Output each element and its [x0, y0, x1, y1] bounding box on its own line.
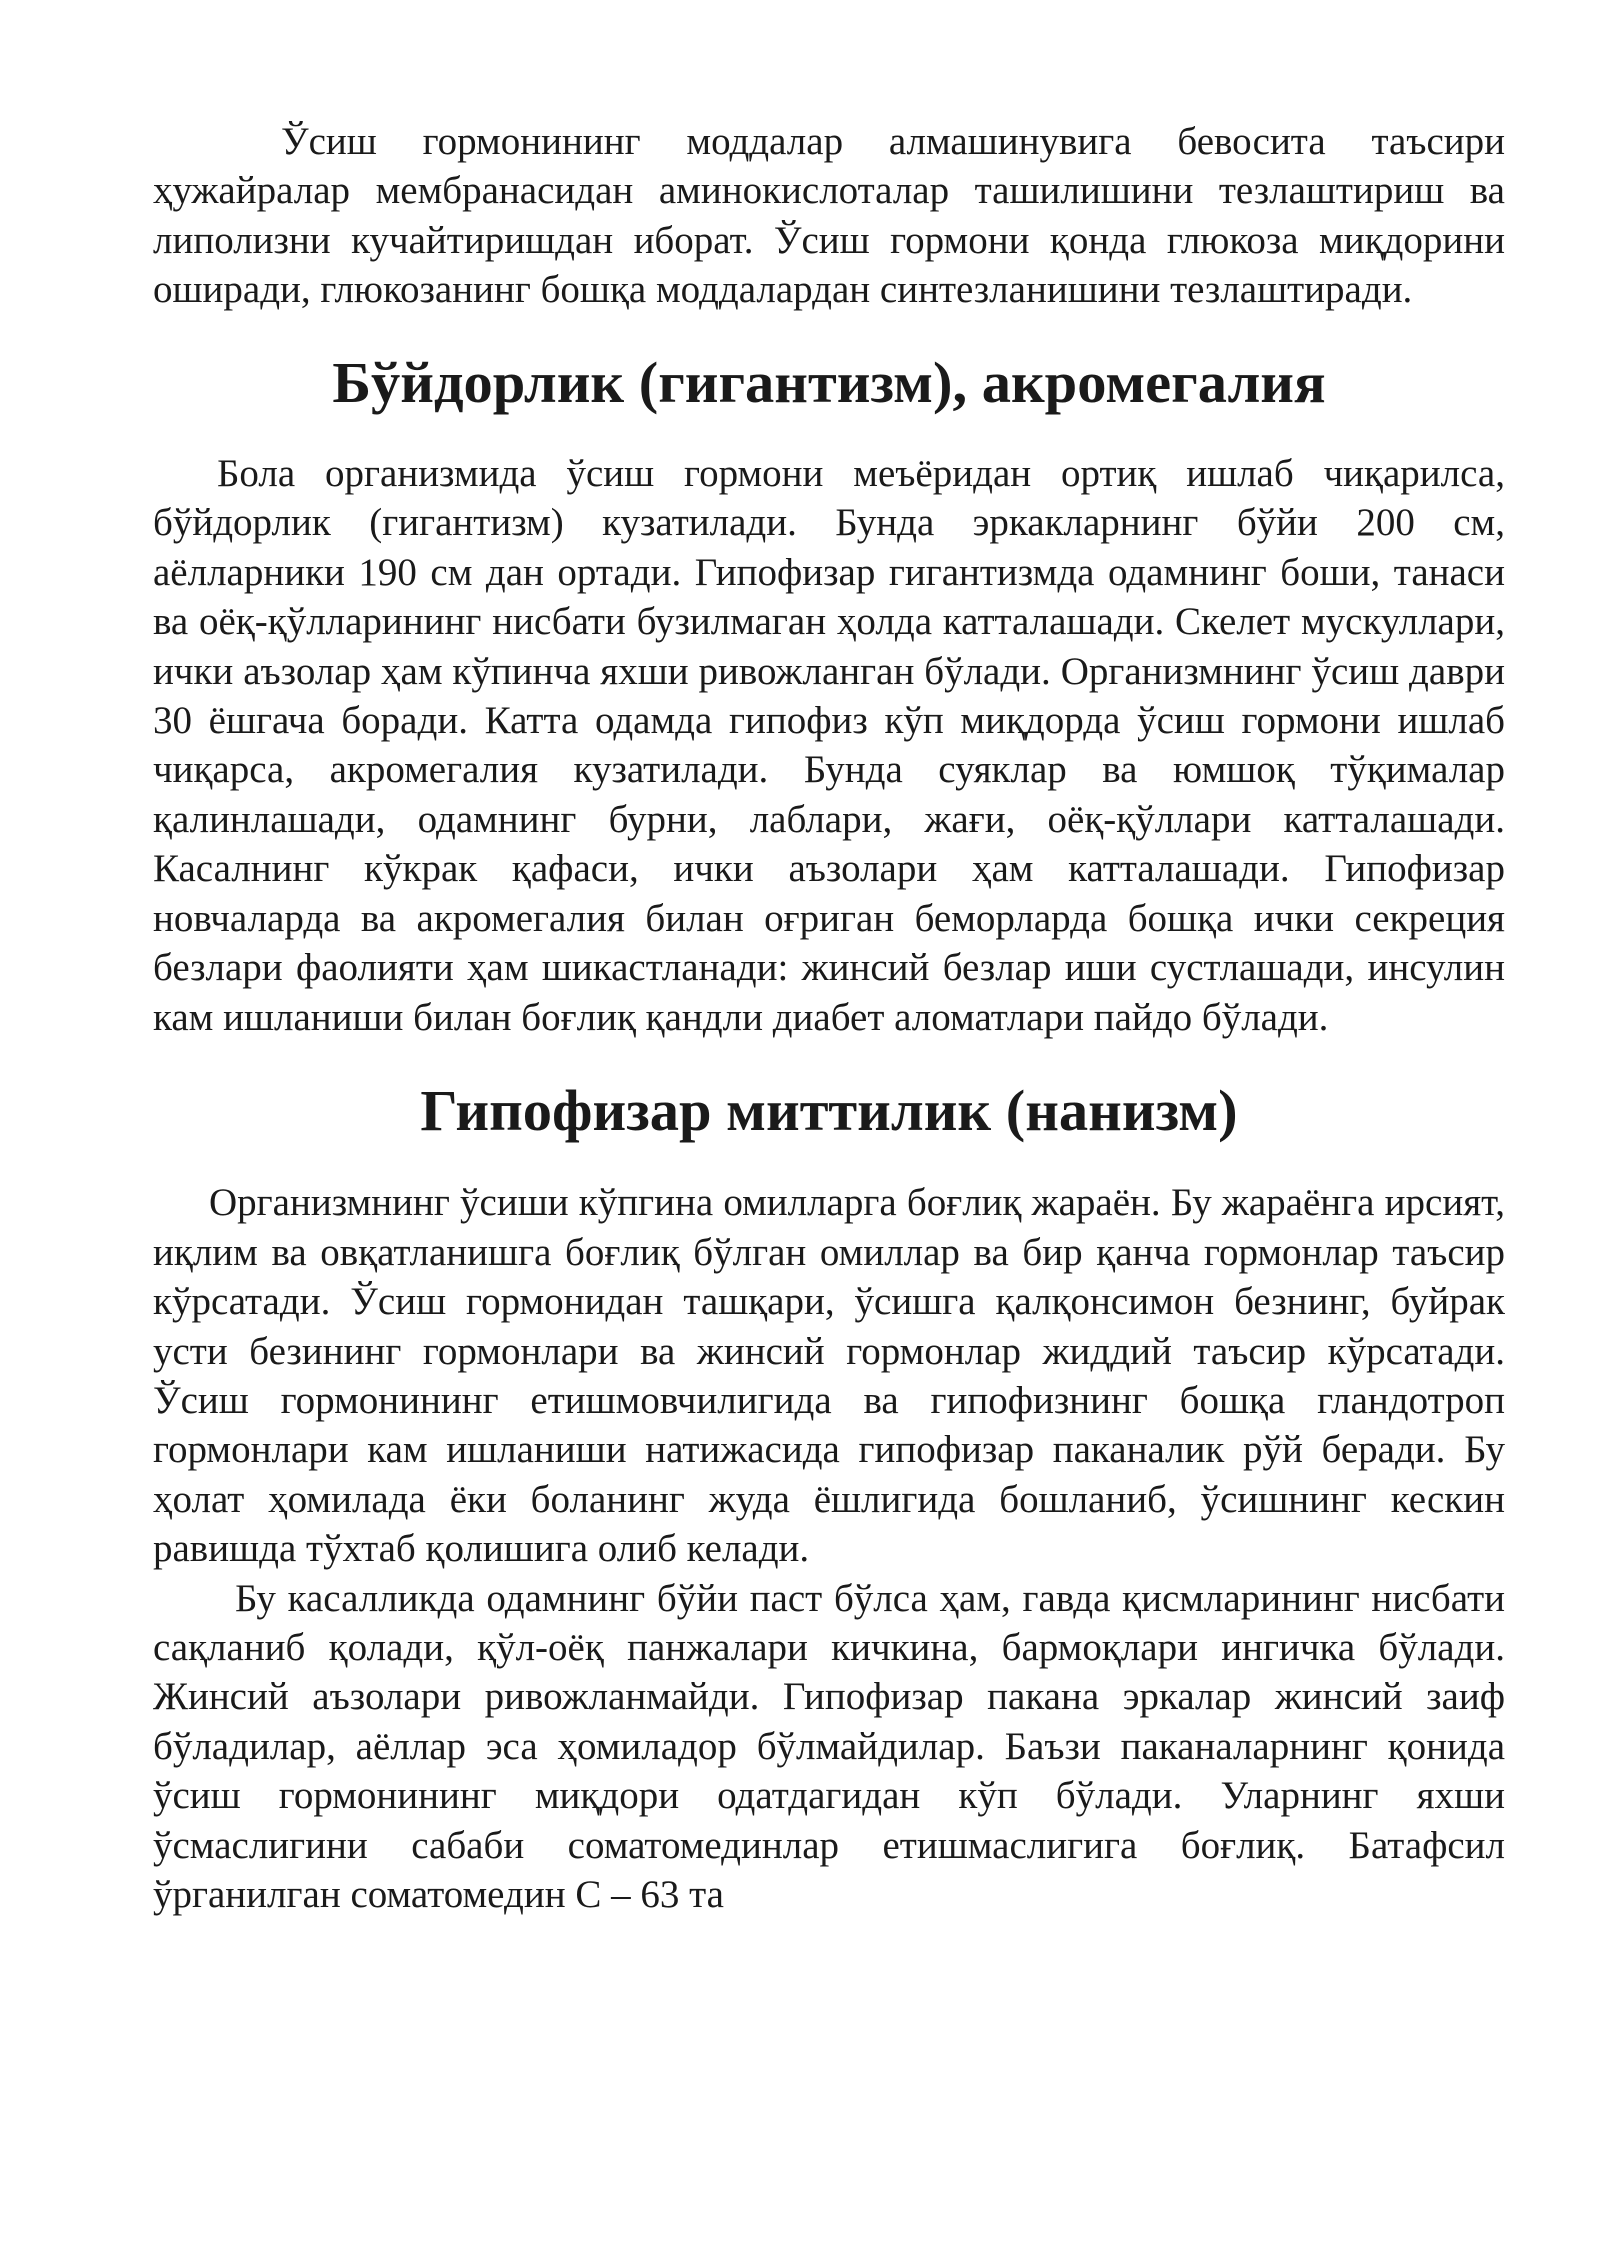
document-page — [153, 117, 1505, 1919]
paragraph-dwarfism-symptoms: Бу касалликда одамнинг бўйи паст бўлса ҳам, гавда қисмларининг нисбати сақланиб қолади, қўл-оёқ панжалари кичкина, бармоқлари ингичка бўлади. Жинсий аъзолари ривожланмайди. Гипофизар пакана эркалар жинсий заиф бўладилар, аёллар эса ҳомиладор бўлмайдилар. Баъзи паканаларнинг қонида ўсиш гормонининг миқдори одатдагидан кўп бўлади. Уларнинг яхши ўсмаслигини сабаби соматомединлар етишмаслигига боғлиқ. Батафсил ўрганилган соматомедин С – 63 та — [153, 1576, 1505, 1916]
heading-pituitary-dwarfism: Гипофизар миттилик (нанизм) — [420, 1077, 1238, 1143]
paragraph-gigantism: Бола организмида ўсиш гормони меъёридан ортиқ ишлаб чиқарилса, бўйдорлик (гигантизм) кузатилади. Бунда эркакларнинг бўйи 200 см, аёлларники 190 см дан ортади. Гипофизар гигантизмда одамнинг боши, танаси ва оёқ-қўлларининг нисбати бузилмаган ҳолда катталашади. Скелет мускуллари, ички аъзолар ҳам кўпинча яхши ривожланган бўлади. Организмнинг ўсиш даври 30 ёшгача боради. Катта одамда гипофиз кўп миқдорда ўсиш гормони ишлаб чиқарса, акромегалия кузатилади. Бунда суяклар ва юмшоқ тўқималар қалинлашади, одамнинг бурни, лаблари, жағи, оёқ-қўллари катталашади. Касалнинг кўкрак қафаси, ички аъзолари ҳам катталашади. Гипофизар новчаларда ва акромегалия билан оғриган беморларда бошқа ички секреция безлари фаолияти ҳам шикастланади: жинсий безлар иши сустлашади, инсулин кам ишланиши билан боғлиқ қандли диабет аломатлари пайдо бўлади. — [153, 452, 1505, 1039]
heading-gigantism-acromegaly: Бўйдорлик (гигантизм), акромегалия — [332, 349, 1326, 415]
paragraph-growth-factors: Организмнинг ўсиши кўпгина омилларга боғлиқ жараён. Бу жараёнга ирсият, иқлим ва овқатланишга боғлиқ бўлган омиллар ва бир қанча гормонлар таъсир кўрсатади. Ўсиш гормонидан ташқари, ўсишга қалқонсимон безнинг, буйрак усти безининг гормонлари ва жинсий гормонлар жиддий таъсир кўрсатади. Ўсиш гормонининг етишмовчилигида ва гипофизнинг бошқа гландотроп гормонлари кам ишланиши натижасида гипофизар паканалик рўй беради. Бу ҳолат ҳомилада ёки боланинг жуда ёшлигида бошланиб, ўсишнинг кескин равишда тўхтаб қолишига олиб келади. — [153, 1181, 1505, 1571]
paragraph-growth-hormone-metabolism: Ўсиш гормонининг моддалар алмашинувига бевосита таъсири ҳужайралар мембранасидан аминокислоталар ташилишини тезлаштириш ва липолизни кучайтиришдан иборат. Ўсиш гормони қонда глюкоза миқдорини оширади, глюкозанинг бошқа моддалардан синтезланишини тезлаштиради. — [153, 120, 1505, 312]
